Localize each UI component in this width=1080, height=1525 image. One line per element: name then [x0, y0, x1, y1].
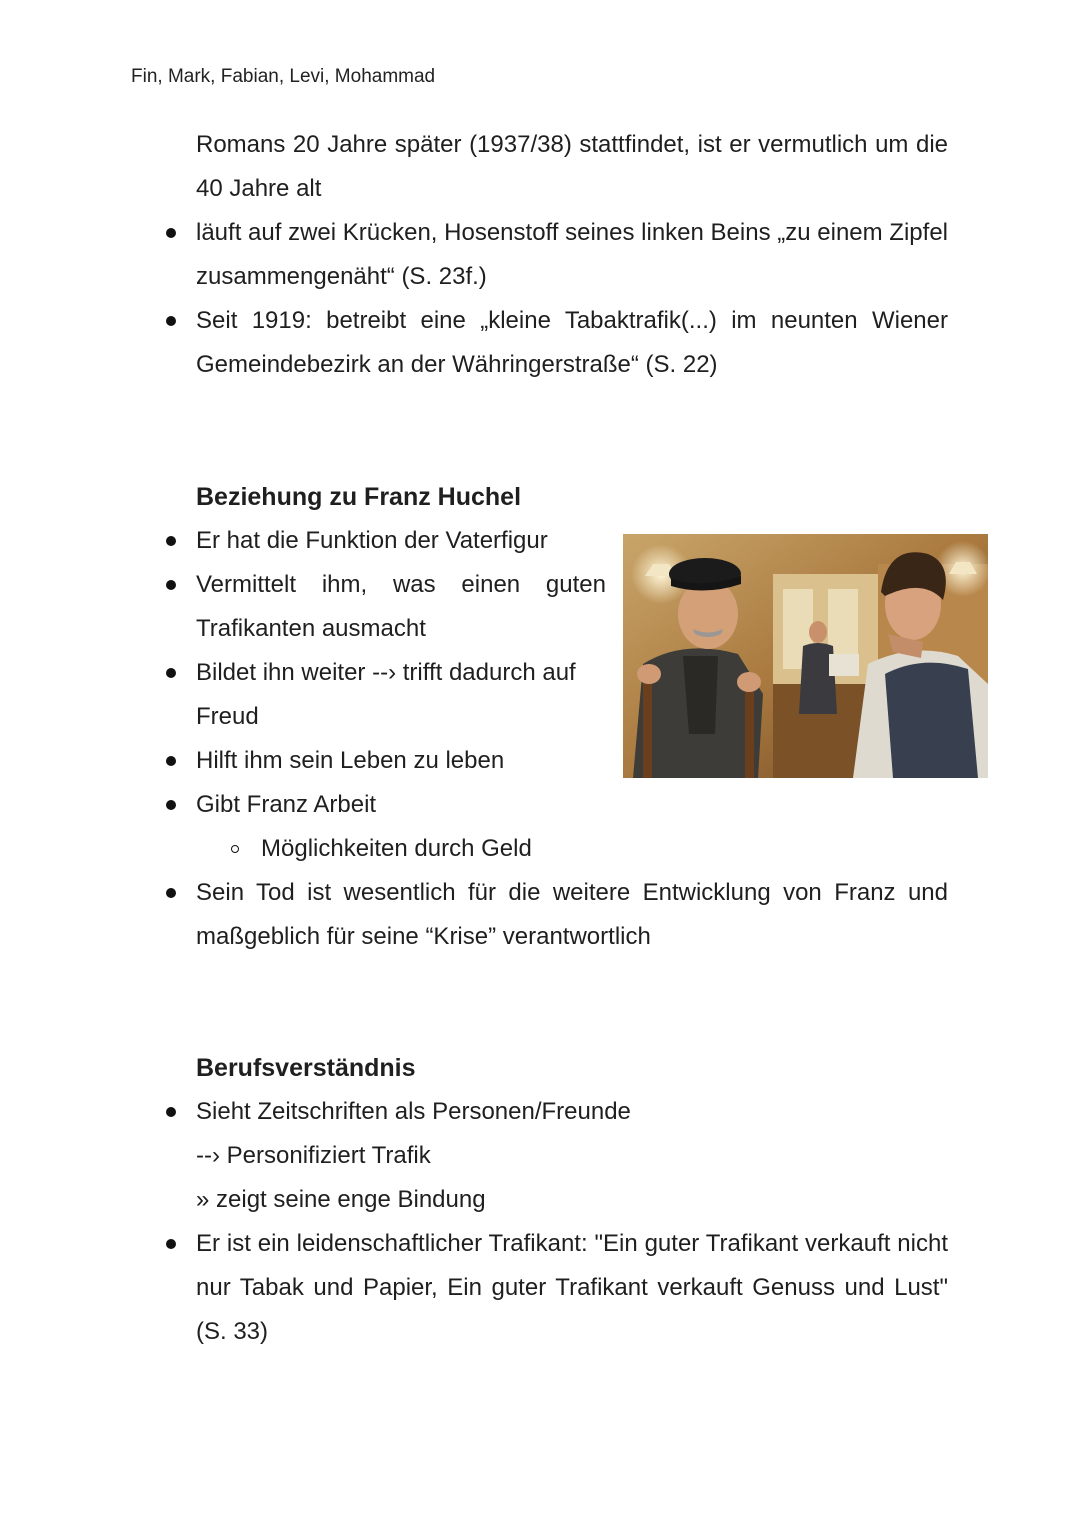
bullet-item: Vermittelt ihm, was einen guten Trafikanten ausmacht [196, 563, 606, 651]
bullet-item: Seit 1919: betreibt eine „kleine Tabaktrafik(...) im neunten Wiener Gemeindebezirk an der Währingerstraße“ (S. 22) [196, 299, 948, 387]
bullet-item: Hilft ihm sein Leben zu leben [196, 739, 606, 783]
continuation-line: » zeigt seine enge Bindung [196, 1186, 486, 1213]
bullet-item: läuft auf zwei Krücken, Hosenstoff seines linken Beins „zu einem Zipfel zusammengenäht“ (S. 23f.) [196, 211, 948, 299]
paragraph-continuation: Romans 20 Jahre später (1937/38) stattfindet, ist er vermutlich um die 40 Jahre alt [196, 131, 948, 202]
section-professional-understanding [196, 1046, 948, 1354]
film-still-photo [623, 534, 988, 778]
bullet-item: Sein Tod ist wesentlich für die weitere Entwicklung von Franz und maßgeblich für seine “Krise” verantwortlich [196, 871, 948, 959]
bullet-item: Gibt Franz Arbeit [196, 783, 606, 827]
section-heading: Berufsverständnis [196, 1054, 416, 1082]
section-character-description [196, 123, 948, 387]
bullet-item: Bildet ihn weiter --› trifft dadurch auf Freud [196, 651, 606, 739]
bullet-item: Er ist ein leidenschaftlicher Trafikant: "Ein guter Trafikant verkauft nicht nur Tabak und Papier, Ein guter Trafikant verkauft Genuss und Lust" (S. 33) [196, 1222, 948, 1354]
author-names: Fin, Mark, Fabian, Levi, Mohammad [131, 66, 436, 87]
sub-bullet-item: Möglichkeiten durch Geld [261, 827, 948, 871]
continuation-line: --› Personifiziert Trafik [196, 1142, 431, 1169]
bullet-item: Er hat die Funktion der Vaterfigur [196, 519, 606, 563]
bullet-item: Sieht Zeitschriften als Personen/Freunde [196, 1090, 948, 1134]
section-heading: Beziehung zu Franz Huchel [196, 483, 522, 511]
